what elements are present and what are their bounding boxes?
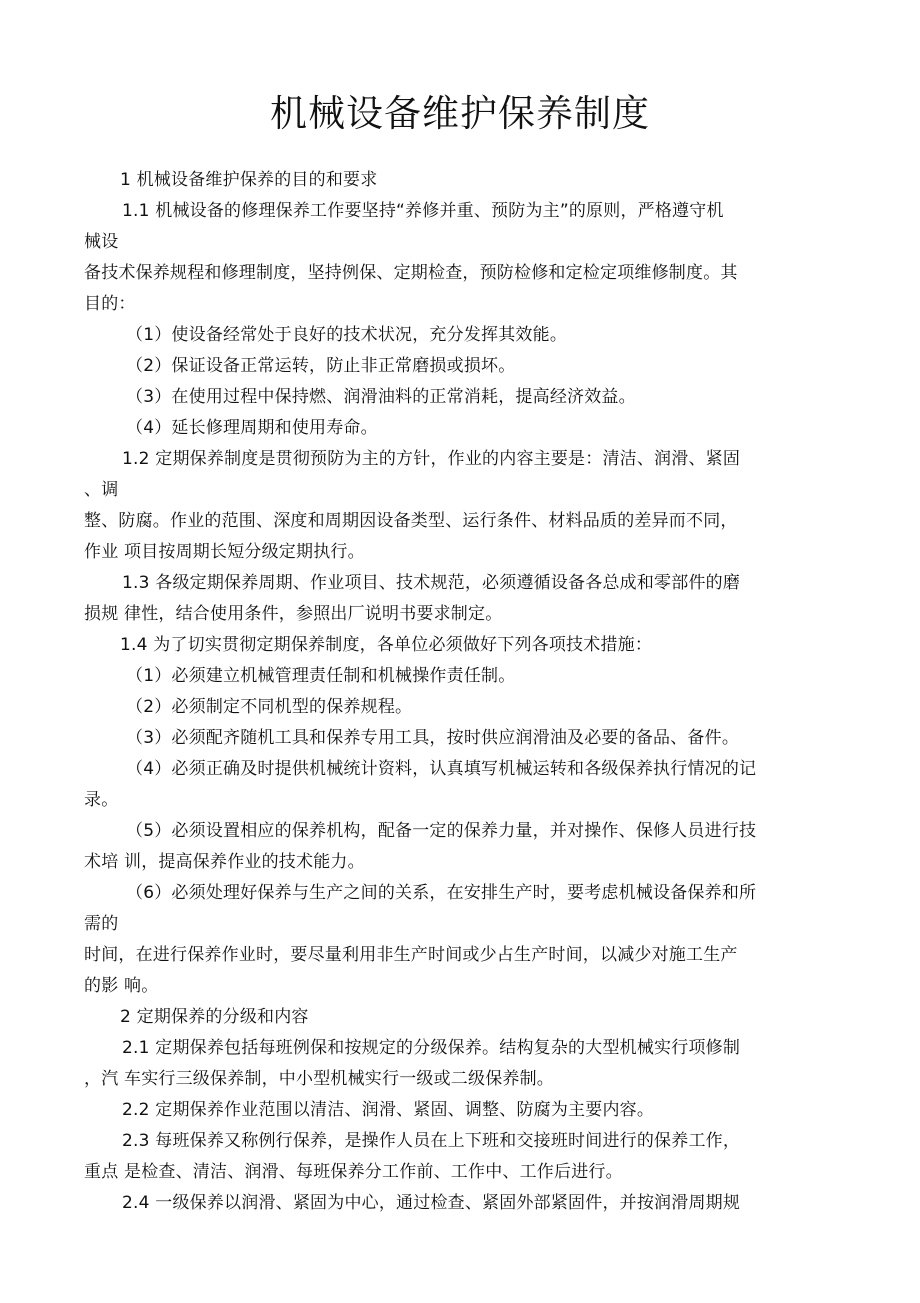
paragraph-line: 1.2 定期保养制度是贯彻预防为主的方针，作业的内容主要是：清洁、润滑、紧固 (122, 449, 741, 469)
paragraph-line: 1.3 各级定期保养周期、作业项目、技术规范，必须遵循设备各总成和零部件的磨 (122, 573, 741, 593)
list-item: （3）必须配齐随机工具和保养专用工具，按时供应润滑油及必要的备品、备件。 (126, 728, 740, 748)
paragraph-line: 录。 (84, 790, 119, 810)
paragraph-line: 重点 是检查、清洁、润滑、每班保养分工作前、工作中、工作后进行。 (84, 1162, 623, 1182)
paragraph-line: 1.1 机械设备的修理保养工作要坚持“养修并重、预防为主”的原则，严格遵守机 (122, 201, 724, 221)
list-item: （2）保证设备正常运转，防止非正常磨损或损坏。 (126, 356, 516, 376)
section-heading: 1 机械设备维护保养的目的和要求 (120, 170, 378, 190)
paragraph-line: 需的 (84, 914, 119, 934)
paragraph-line: 2.4 一级保养以润滑、紧固为中心，通过检查、紧固外部紧固件，并按润滑周期规 (122, 1193, 741, 1213)
paragraph-line: 2.1 定期保养包括每班例保和按规定的分级保养。结构复杂的大型机械实行项修制 (122, 1038, 741, 1058)
paragraph-line: 损规 律性，结合使用条件，参照出厂说明书要求制定。 (84, 604, 503, 624)
section-heading: 2 定期保养的分级和内容 (120, 1007, 309, 1027)
paragraph-line: ，汽 车实行三级保养制，中小型机械实行一级或二级保养制。 (84, 1069, 555, 1089)
document-title: 机械设备维护保养制度 (270, 92, 650, 135)
paragraph-line: 械设 (84, 232, 119, 252)
list-item: （6）必须处理好保养与生产之间的关系，在安排生产时，要考虑机械设备保养和所 (126, 883, 757, 903)
paragraph-line: 术培 训，提高保养作业的技术能力。 (84, 852, 365, 872)
paragraph-line: 时间，在进行保养作业时，要尽量利用非生产时间或少占生产时间，以减少对施工生产 (84, 945, 738, 965)
paragraph-line: 2.2 定期保养作业范围以清洁、润滑、紧固、调整、防腐为主要内容。 (122, 1100, 655, 1120)
paragraph-line: 的影 响。 (84, 976, 159, 996)
paragraph-line: 2.3 每班保养又称例行保养，是操作人员在上下班和交接班时间进行的保养工作， (122, 1131, 741, 1151)
list-item: （3）在使用过程中保持燃、润滑油料的正常消耗，提高经济效益。 (126, 387, 636, 407)
paragraph-line: 1.4 为了切实贯彻定期保养制度，各单位必须做好下列各项技术措施： (120, 635, 653, 655)
list-item: （1）使设备经常处于良好的技术状况，充分发挥其效能。 (126, 325, 568, 345)
list-item: （1）必须建立机械管理责任制和机械操作责任制。 (126, 666, 516, 686)
paragraph-line: 备技术保养规程和修理制度，坚持例保、定期检查，预防检修和定检定项维修制度。其 (84, 263, 738, 283)
paragraph-line: 整、防腐。作业的范围、深度和周期因设备类型、运行条件、材料品质的差异而不同， (84, 511, 738, 531)
paragraph-line: 作业 项目按周期长短分级定期执行。 (84, 542, 365, 562)
list-item: （5）必须设置相应的保养机构，配备一定的保养力量，并对操作、保修人员进行技 (126, 821, 757, 841)
list-item: （4）必须正确及时提供机械统计资料，认真填写机械运转和各级保养执行情况的记 (126, 759, 757, 779)
paragraph-line: 目的： (84, 294, 136, 314)
list-item: （4）延长修理周期和使用寿命。 (126, 418, 378, 438)
list-item: （2）必须制定不同机型的保养规程。 (126, 697, 413, 717)
paragraph-line: 、调 (84, 480, 119, 500)
